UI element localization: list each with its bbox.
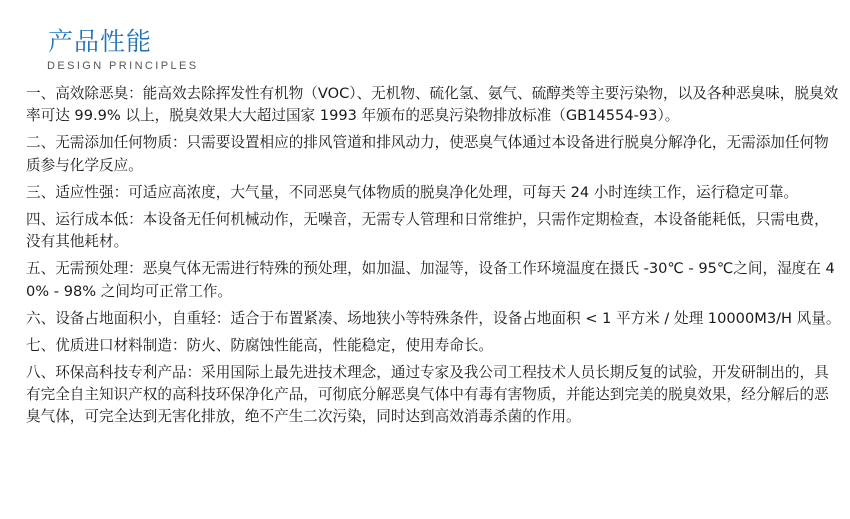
feature-paragraph-1: 一、高效除恶臭：能高效去除挥发性有机物（VOC）、无机物、硫化氢、氨气、硫醇类等主要污染物，以及各种恶臭味，脱臭效率可达 99.9% 以上，脱臭效果大大超过国家 1993 年颁布的恶臭污染物排放标准（GB14554-93）。: [26, 85, 839, 125]
feature-paragraph-5: 五、无需预处理：恶臭气体无需进行特殊的预处理，如加温、加湿等，设备工作环境温度在摄氏 -30℃ - 95℃之间，湿度在 40% - 98% 之间均可正常工作。: [26, 260, 835, 300]
page-subtitle: DESIGN PRINCIPLES: [47, 60, 199, 72]
features-list: [26, 83, 842, 433]
page-title: 产品性能: [48, 27, 153, 56]
feature-paragraph-4: 四、运行成本低：本设备无任何机械动作，无噪音，无需专人管理和日常维护，只需作定期检查，本设备能耗低，只需电费，没有其他耗材。: [26, 210, 829, 251]
feature-paragraph-6: 六、设备占地面积小，自重轻：适合于布置紧凑、场地狭小等特殊条件，设备占地面积 < 1 平方米 / 处理 10000M3/H 风量。: [26, 309, 841, 327]
feature-paragraph-2: 二、无需添加任何物质：只需要设置相应的排风管道和排风动力，使恶臭气体通过本设备进行脱臭分解净化，无需添加任何物质参与化学反应。: [26, 134, 829, 174]
feature-paragraph-8: 八、环保高科技专利产品：采用国际上最先进技术理念，通过专家及我公司工程技术人员长期反复的试验，开发研制出的，具有完全自主知识产权的高科技环保净化产品，可彻底分解恶臭气体中有毒有害物质，并能达到完美的脱臭效果，经分解后的恶臭气体，可完全达到无害化排放，绝不产生二次污染，同时达到高效消毒杀菌的作用。: [26, 363, 829, 426]
feature-paragraph-3: 三、适应性强：可适应高浓度，大气量，不同恶臭气体物质的脱臭净化处理，可每天 24 小时连续工作，运行稳定可靠。: [26, 183, 799, 201]
feature-paragraph-7: 七、优质进口材料制造：防火、防腐蚀性能高，性能稳定，使用寿命长。: [26, 336, 494, 354]
